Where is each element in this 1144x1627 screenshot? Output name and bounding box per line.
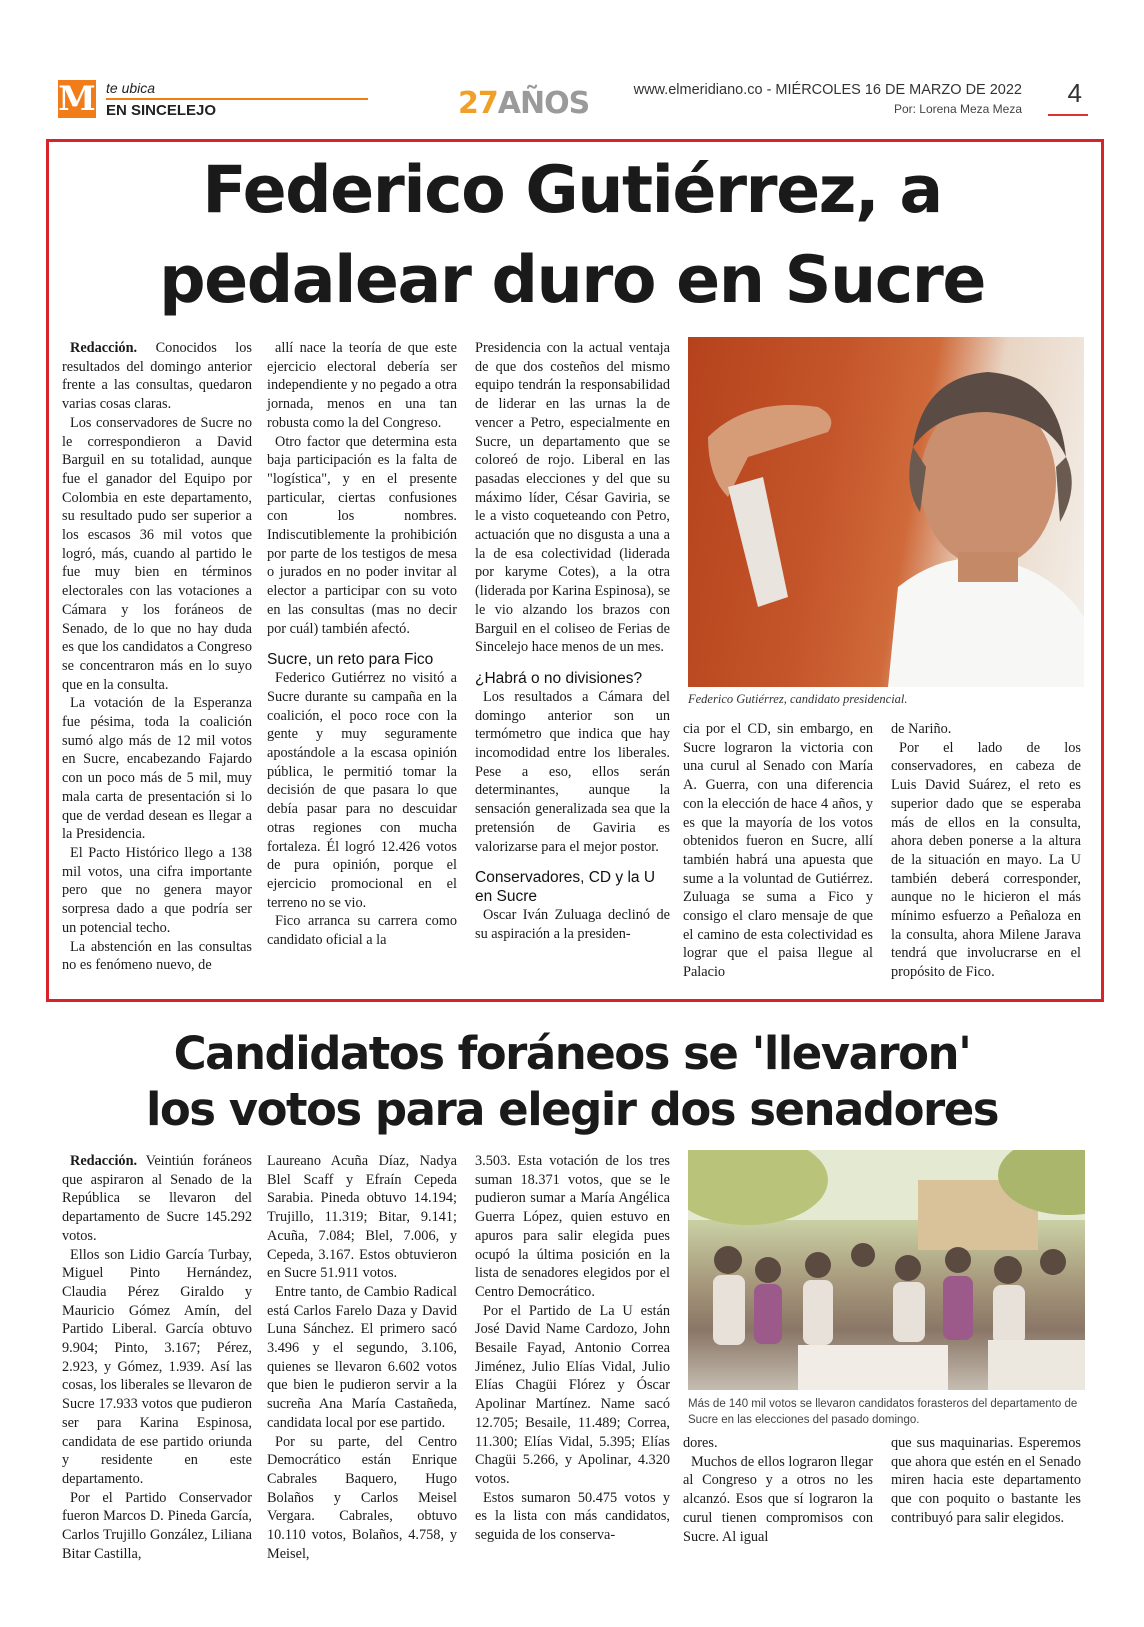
lead-dateline: Redacción. (70, 340, 138, 356)
photo-caption: Más de 140 mil votos se llevaron candidatos forasteros del departamento de Sucre en las elecciones del pasado domingo. (688, 1398, 1078, 1426)
paragraph: Fico arranca su carrera como candidato oficial a la (267, 913, 457, 949)
article2-col2 (267, 1152, 457, 1563)
article2-col5 (891, 1434, 1081, 1528)
paragraph: Por el Partido Conservador fueron Marcos D. Pineda García, Carlos Trujillo González, Liliana Bitar Castilla, (62, 1489, 252, 1562)
paragraph: Federico Gutiérrez no visitó a Sucre durante su campaña en la coalición, el poco roce con la gente y muy seguramente apostándole a la escasa opinión pública, le permitió tomar la decisión de que pasara lo que debía pasar para no descuidar otras regiones con mucha fortaleza. Él logró 12.426 votos de pura opinión, porque el ejercicio promocional en el terreno no se vio. (267, 670, 457, 911)
paragraph: Laureano Acuña Díaz, Nadya Blel Scaff y Efraín Cepeda Sarabia. Pineda obtuvo 14.194; Trujillo, 11.319; Bitar, 9.141; Acuña, 7.084; Blel, 7.006, y Cepeda, 3.167. Estos obtuvieron en Sucre 51.911 votos. (267, 1153, 457, 1282)
byline: Por: Lorena Meza Meza (893, 102, 1022, 116)
site-and-date: www.elmeridiano.co - MIÉRCOLES 16 DE MARZO DE 2022 (633, 82, 1022, 98)
paragraph: Por el lado de los conservadores, en cabeza de Luis David Suárez, el reto es superior dado que se esperaba más de ellos en la consulta, ahora deben ponerse a la altura de la situación en mayo. La U también deberá corresponder, aunque no le hicieron el más mínimo esfuerzo a Peñaloza en la consulta, ahora Milene Jarava tendrá que involucrarse en el propósito de Fico. (891, 739, 1081, 981)
article2-headline-line1: Candidatos foráneos se 'llevaron' (173, 1027, 971, 1080)
paragraph: Entre tanto, de Cambio Radical está Carlos Farelo Daza y David Luna Sánchez. El primero sacó 3.496 y el segundo, 3.106, quienes se llevaron 6.602 votos que bien le pudieron servir a la sucreña Ana María Castañeda, candidata local por ese partido. (267, 1283, 457, 1431)
section-tag-small: te ubica (106, 80, 156, 96)
photo-caption: Federico Gutiérrez, candidato presidencial. (688, 692, 908, 706)
voting-crowd-illustration (688, 1150, 1085, 1390)
paragraph: Los conservadores de Sucre no le correspondieron a David Barguil en su totalidad, aunque fue el ganador del Equipo por Colombia en este departamento, su resultado pudo ser superior a los escasos 36 mil votos que logró, más, cuando al partido le fue muy bien en términos electorales con las votaciones a Cámara y los foráneos de Senado, de lo que no hay duda es que los candidatos a Congreso se concentraron más en lo suyo que en la consulta. (62, 414, 252, 693)
article1-col5 (891, 720, 1081, 982)
paragraph: Veintiún foráneos que aspiraron al Senado de la República se llevaron del departamento de Sucre 145.292 votos. (62, 1153, 252, 1244)
paragraph: Ellos son Lidio García Turbay, Miguel Pinto Hernández, Claudia Pérez Giraldo y Mauricio Gómez Amín, del Partido Liberal. García obtuvo 9.904; Pinto, 3.167; Pérez, 2.923, y Gómez, 1.939. Así las cosas, los liberales se llevaron de Sucre 17.933 votos que pudieron ser para Karina Espinosa, candidata de ese partido oriunda y residente en este departamento. (62, 1246, 252, 1487)
paragraph: Estos sumaron 50.475 votos y es la lista con más candidatos, seguida de los conserva- (475, 1489, 670, 1544)
candidate-photo (688, 337, 1084, 687)
article2-headline-line2: los votos para elegir dos senadores (145, 1083, 999, 1136)
voting-crowd-photo (688, 1150, 1085, 1390)
subheading: Sucre, un reto para Fico (267, 651, 434, 669)
page-number-underline (1048, 114, 1088, 116)
article1-headline-line1: Federico Gutiérrez, a (202, 153, 942, 228)
paragraph: Otro factor que determina esta baja participación es la falta de "logística", y en el presente particular, ciertas confusiones con los nombres. Indiscutiblemente la prohibición por parte de los testigos de mesa o jurados en no poder invitar al elector a participar con su voto en las consultas (mas no decir por cuál) también afectó. (267, 433, 457, 637)
article1-headline-line2: pedalear duro en Sucre (159, 243, 985, 318)
section-divider (106, 98, 368, 100)
article2-col1 (62, 1152, 252, 1563)
article1-col1 (62, 339, 252, 975)
anniversary-word: AÑOS (497, 86, 590, 121)
article1-col4 (683, 720, 873, 982)
paragraph: Oscar Iván Zuluaga declinó de su aspiración a la presiden- (475, 907, 670, 942)
paragraph: Presidencia con la actual ventaja de que dos costeños del mismo equipo tendrán la responsabilidad de liderar en las urnas la de vencer a Petro, especialmente en Sucre, un departamento que se coloreó de rojo. Liberal en las pasadas elecciones y del que su máximo líder, César Gaviria, se le a visto coqueteando con Petro, actuación que no disgusta a una a la de esa colectividad (liderada por karyme Cotes), a la otra (liderada por Karina Espinosa), se le vio alzando los brazos con Barguil en el coliseo de Ferias de Sincelejo hace menos de un mes. (475, 340, 670, 656)
paragraph: Por el Partido de La U están José David Name Cardozo, John Besaile Fayad, Antonio Correa Jiménez, Julio Elías Vidal, Julio Elías Chagüi Flórez y Óscar Apolinar Martínez. Name sacó 12.705; Besaile, 11.489; Correa, 11.300; Elías Vidal, 5.395; Elías Chagüi 5.266, y Apolinar, 4.320 votos. (475, 1302, 670, 1487)
paragraph: allí nace la teoría de que este ejercicio electoral debería ser independiente y no pegado a otra jornada, menos en una tan robusta como la del Congreso. (267, 340, 457, 431)
paragraph: de Nariño. (891, 721, 952, 737)
lead-dateline: Redacción. (70, 1153, 138, 1169)
paragraph: Muchos de ellos lograron llegar al Congreso y a otros no les alcanzó. Esos que sí lograron la curul tienen compromisos con Sucre. Al igual (683, 1453, 873, 1545)
anniversary-logo (458, 86, 589, 121)
article1-col3 (475, 339, 670, 944)
masthead (58, 78, 1088, 120)
article2-headline (0, 1026, 1144, 1138)
subheading: ¿Habrá o no divisiones? (475, 669, 643, 687)
article2-col4 (683, 1434, 873, 1546)
paragraph: El Pacto Histórico llego a 138 mil votos, una cifra importante pero que no genera mayor sorpresa dado a que podría ser un potencial techo. (62, 844, 252, 936)
paragraph: La abstención en las consultas no es fenómeno nuevo, de (62, 938, 252, 974)
article2-col3 (475, 1152, 670, 1545)
paragraph: cia por el CD, sin embargo, en Sucre lograron la victoria con una curul al Senado con María A. Guerra, con una diferencia con la elección de hace 4 años, y es que la mayoría de los votos obtenidos fueron en Sucre, allí también habrá una apuesta que sume a la voluntad de Gutiérrez. Zuluaga se suma a Fico y consigo el claro mensaje de que el camino de esta colectividad es lograr que el paisa llegue al Palacio (683, 721, 873, 981)
article1-col2 (267, 339, 457, 950)
newspaper-logo: M (58, 79, 96, 119)
anniversary-number: 27 (458, 86, 498, 121)
paragraph: dores. (683, 1435, 718, 1451)
paragraph: Por su parte, del Centro Democrático están Enrique Cabrales Baquero, Hugo Bolaños y Carlos Meisel Vergara. Cabrales, obtuvo 10.110 votos, Bolaños, 4.758, y Meisel, (267, 1433, 457, 1562)
paragraph: que sus maquinarias. Esperemos que ahora que estén en el Senado miren hacia este departamento que con poquito o bastante les contribuyó para salir elegidos. (891, 1435, 1081, 1526)
section-tag: EN SINCELEJO (106, 102, 217, 119)
paragraph: Conocidos los resultados del domingo anterior frente a las consultas, quedaron varias cosas claras. (62, 340, 252, 413)
paragraph: 3.503. Esta votación de los tres suman 18.371 votos, que se le pudieron sumar a María Angélica Guerra López, quien estuvo en apuros para salir elegida pues ocupó la última posición en la lista de senadores elegidos por el Centro Democrático. (475, 1153, 670, 1300)
subheading: Conservadores, CD y la U en Sucre (475, 869, 656, 906)
paragraph: La votación de la Esperanza fue pésima, toda la coalición sumó algo más de 12 mil votos en Sucre, encabezando Fajardo con un poco más de 5 mil, muy mala carta de presentación si lo que de verdad desean es llegar a la Presidencia. (62, 695, 252, 843)
paragraph: Los resultados a Cámara del domingo anterior son un termómetro que indica que hay incomodidad entre los liberales. Pese a eso, ellos serán determinantes, aunque la sensación generalizada sea que la pretensión de Gaviria es valorizarse para el mejor postor. (475, 688, 670, 855)
page-number: 4 (1067, 78, 1082, 108)
candidate-photo-illustration (688, 337, 1084, 687)
article1-headline (0, 146, 1144, 326)
